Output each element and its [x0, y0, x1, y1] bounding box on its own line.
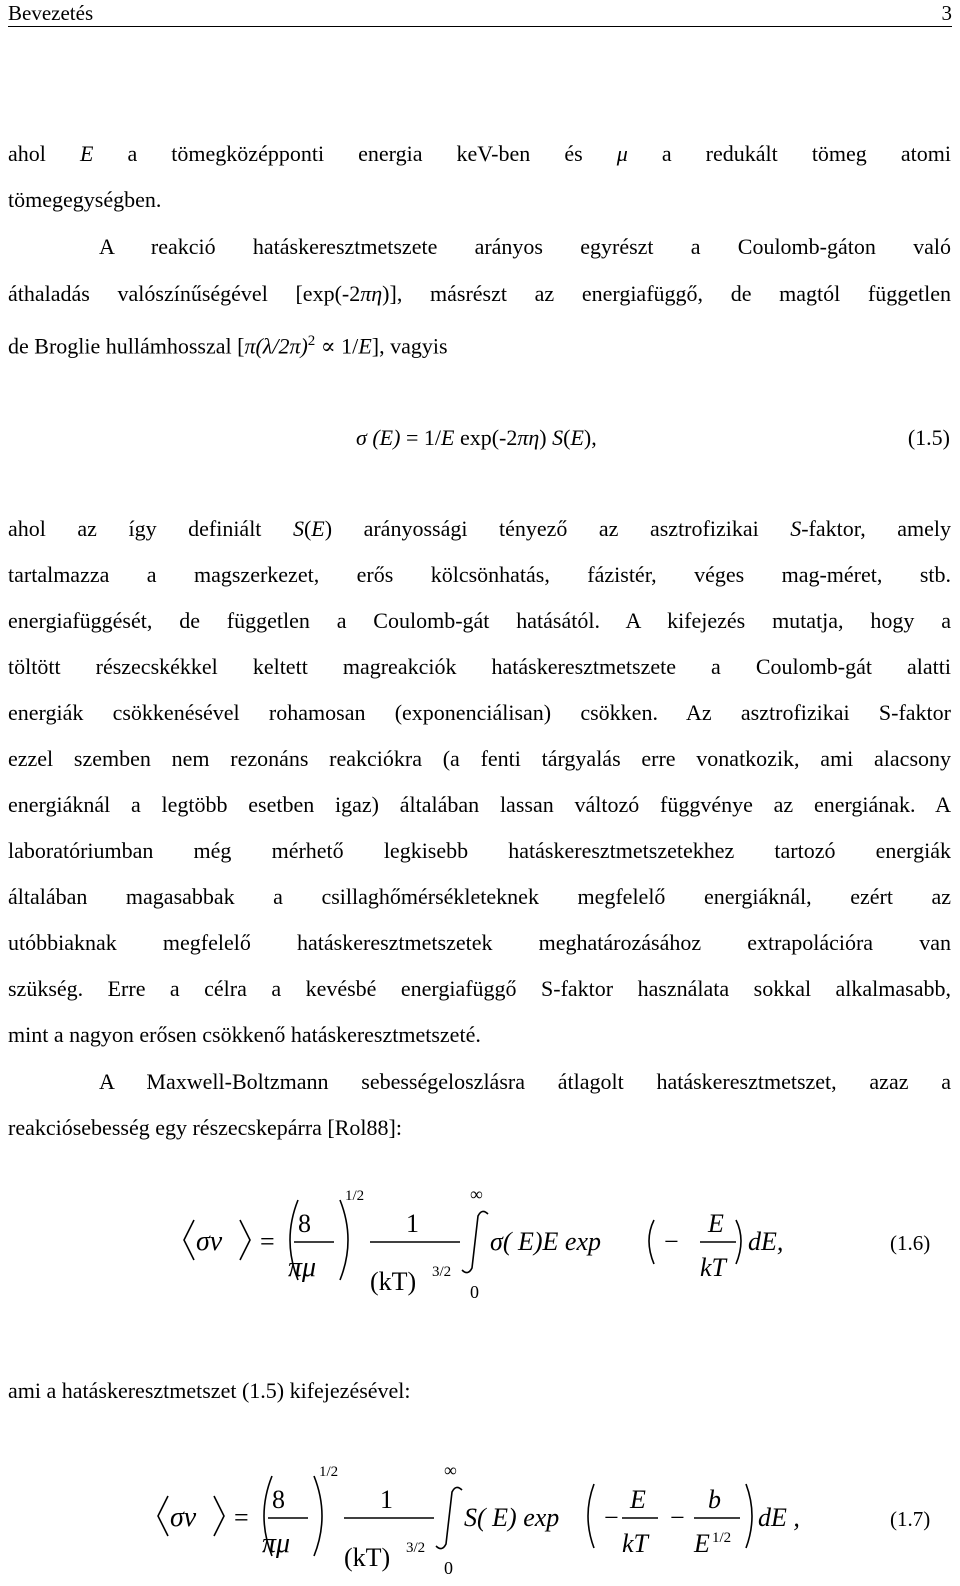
para3-line11: szükség. Erre a célra a kevésbé energiafüggő S-faktor használata sokkal alkalmasabb,: [8, 976, 951, 1001]
para3-line7: energiáknál a legtöbb esetben igaz) általában lassan változó függvénye az energiának. A: [8, 792, 951, 817]
eq17-exp-32: 3/2: [406, 1540, 426, 1556]
eq17-exp-half: 1/2: [319, 1464, 339, 1480]
eq17-E12: E: [694, 1529, 710, 1558]
para2-line1: A reakció hatáskeresztmetszete arányos egyrészt a Coulomb-gáton való: [99, 234, 951, 259]
para3-line1: ahol az így definiált S(E) arányossági tényező az asztrofizikai S-faktor, amely: [8, 516, 951, 541]
right-paren: [340, 1200, 348, 1280]
eq17-num8: 8: [272, 1485, 285, 1514]
para3-line8: laboratóriumban még mérhető legkisebb hatáskeresztmetszetekhez tartozó energiák: [8, 838, 951, 863]
para3-line10: utóbbiaknak megfelelő hatáskeresztmetszetek meghatározásához extrapolációra van: [8, 930, 951, 955]
eq16-kT: (kT): [370, 1267, 417, 1296]
left-angle-bracket: [158, 1496, 168, 1536]
eq16-num8: 8: [298, 1209, 311, 1238]
integral-sign: [462, 1211, 488, 1272]
para3-line3: energiafüggését, de független a Coulomb-gát hatásától. A kifejezés mutatja, hogy a: [8, 608, 951, 633]
eq16-dE: dE,: [748, 1227, 784, 1256]
para2-line3: de Broglie hullámhosszal $[\pi(\lambda/2\pi)^2 \propto 1/E]$, vagyis: [8, 333, 448, 359]
eq17-integrand: S( E) exp: [464, 1503, 560, 1532]
para1-line1: ahol E a tömegközépponti energia keV-ben és μ a redukált tömeg atomi: [8, 141, 951, 166]
para3-line2: tartalmazza a magszerkezet, erős kölcsönhatás, fázistér, véges mag-méret, stb.: [8, 562, 951, 587]
equation-number-1-7: (1.7): [890, 1507, 931, 1531]
eq16-equals: =: [260, 1227, 275, 1256]
chapter-title: Bevezetés: [8, 1, 94, 25]
integral-sign: [436, 1487, 462, 1548]
right-angle-bracket: [214, 1496, 224, 1536]
eq17-int-bot: 0: [444, 1558, 453, 1578]
para3-line12: mint a nagyon erősen csökkenő hatáskeresztmetszeté.: [8, 1022, 481, 1047]
para3-line9: általában magasabbak a csillaghőmérsékleteknek megfelelő energiáknál, ezért az: [8, 884, 951, 909]
eq17-lhs: σv: [170, 1502, 197, 1533]
eq16-E: E: [708, 1209, 724, 1238]
eq16-int-top: ∞: [470, 1184, 483, 1204]
eq17-one: 1: [380, 1485, 393, 1514]
exp-left-paren: [588, 1484, 594, 1548]
eq16-exp-half: 1/2: [345, 1188, 365, 1204]
eq17-dE: dE ,: [758, 1503, 800, 1532]
eq16-kT2: kT: [700, 1253, 726, 1282]
para3-line4: töltött részecskékkel keltett magreakciók hatáskeresztmetszete a Coulomb-gát alatti: [8, 654, 951, 679]
eq17-pimu: πμ: [262, 1528, 291, 1559]
para2-line2: áthaladás valószínűségével [exp(-2πη)], másrészt az energiafüggő, de magtól független: [8, 281, 951, 306]
eq16-exp-32: 3/2: [432, 1264, 452, 1280]
para4-line2: reakciósebesség egy részecskepárra [Rol88]:: [8, 1115, 402, 1140]
eq16-one: 1: [406, 1209, 419, 1238]
right-paren: [314, 1476, 322, 1556]
para3-line5: energiák csökkenésével rohamosan (exponenciálisan) csökken. Az asztrofizikai S-faktor: [8, 700, 951, 725]
eq17-exp-12: 1/2: [712, 1530, 732, 1546]
page-number: 3: [941, 1, 952, 25]
page-header: [8, 0, 952, 27]
eq16-int-bot: 0: [470, 1282, 479, 1302]
equation-1-5: σ (E) = 1/E exp(-2πη) S(E),: [356, 425, 597, 450]
eq16-minus: −: [664, 1227, 679, 1256]
para1-line2: tömegegységben.: [8, 187, 162, 212]
exp-left-paren: [649, 1220, 654, 1264]
para4-line1: A Maxwell-Boltzmann sebességeloszlásra átlagolt hatáskeresztmetszet, azaz a: [99, 1069, 951, 1094]
exp-right-paren: [736, 1220, 741, 1264]
eq17-E: E: [630, 1485, 646, 1514]
eq17-kT: (kT): [344, 1543, 391, 1572]
eq17-minus2: −: [670, 1503, 685, 1532]
exp-right-paren: [746, 1484, 752, 1548]
para3-line6: ezzel szemben nem rezonáns reakciókra (a fenti tárgyalás erre vonatkozik, ami alacsony: [8, 746, 951, 771]
equation-1-6: [170, 1180, 960, 1310]
equation-number-1-6: (1.6): [890, 1231, 931, 1255]
left-angle-bracket: [184, 1220, 194, 1260]
eq17-int-top: ∞: [444, 1460, 457, 1480]
eq17-kT2: kT: [622, 1529, 648, 1558]
eq17-minus1: −: [604, 1503, 619, 1532]
eq16-integrand: σ( E)E exp: [490, 1227, 601, 1256]
equation-number-1-5: (1.5): [907, 425, 950, 450]
eq17-b: b: [708, 1485, 721, 1514]
para5-line1: ami a hatáskeresztmetszet (1.5) kifejezésével:: [8, 1378, 411, 1403]
eq16-lhs: σv: [196, 1226, 223, 1257]
eq16-pimu: πμ: [288, 1252, 317, 1283]
right-angle-bracket: [240, 1220, 250, 1260]
equation-1-7: [148, 1454, 960, 1586]
eq17-equals: =: [234, 1503, 249, 1532]
